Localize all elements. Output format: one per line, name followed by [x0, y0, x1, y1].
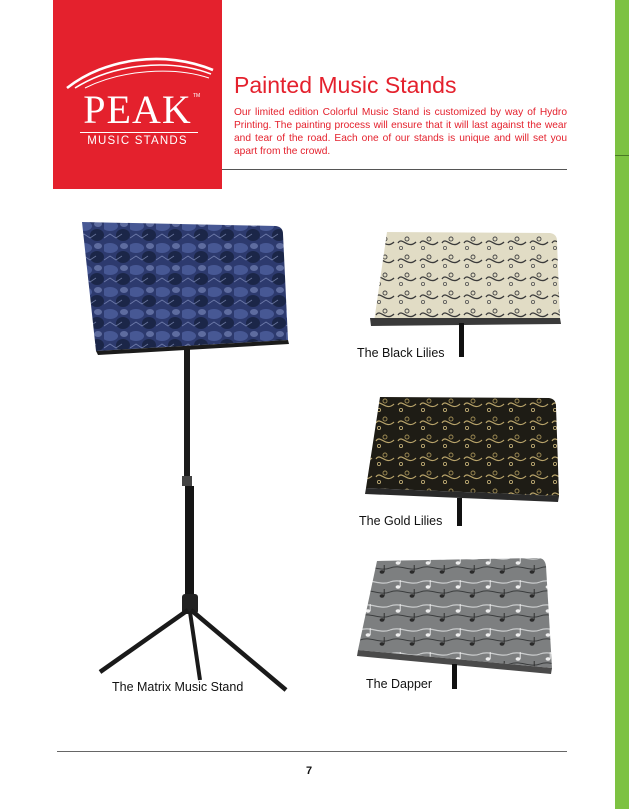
dapper-caption: The Dapper	[366, 677, 433, 691]
black-lilies-caption: The Black Lilies	[357, 346, 445, 360]
logo-wordmark: PEAK	[83, 87, 192, 132]
page-title: Painted Music Stands	[234, 72, 457, 98]
logo-tagline: MUSIC STANDS	[87, 135, 188, 147]
gold-lilies-caption: The Gold Lilies	[359, 514, 443, 528]
gold-lilies-image	[365, 397, 559, 526]
intro-paragraph: Our limited edition Colorful Music Stand is customized by way of Hydro Printing. The painting process will ensure that it will last against the wear and tear of the road. Each one of our stands is unique and will set you apart from the crowd.	[234, 107, 567, 157]
page-number: 7	[306, 765, 313, 777]
matrix-stand-base	[100, 349, 286, 690]
trademark-mark: TM	[193, 93, 201, 99]
matrix-stand-desk	[82, 222, 289, 355]
footer-divider	[57, 751, 567, 752]
dapper-image	[357, 558, 552, 689]
black-lilies-image	[370, 232, 561, 357]
matrix-stand-caption: The Matrix Music Stand	[112, 680, 244, 694]
